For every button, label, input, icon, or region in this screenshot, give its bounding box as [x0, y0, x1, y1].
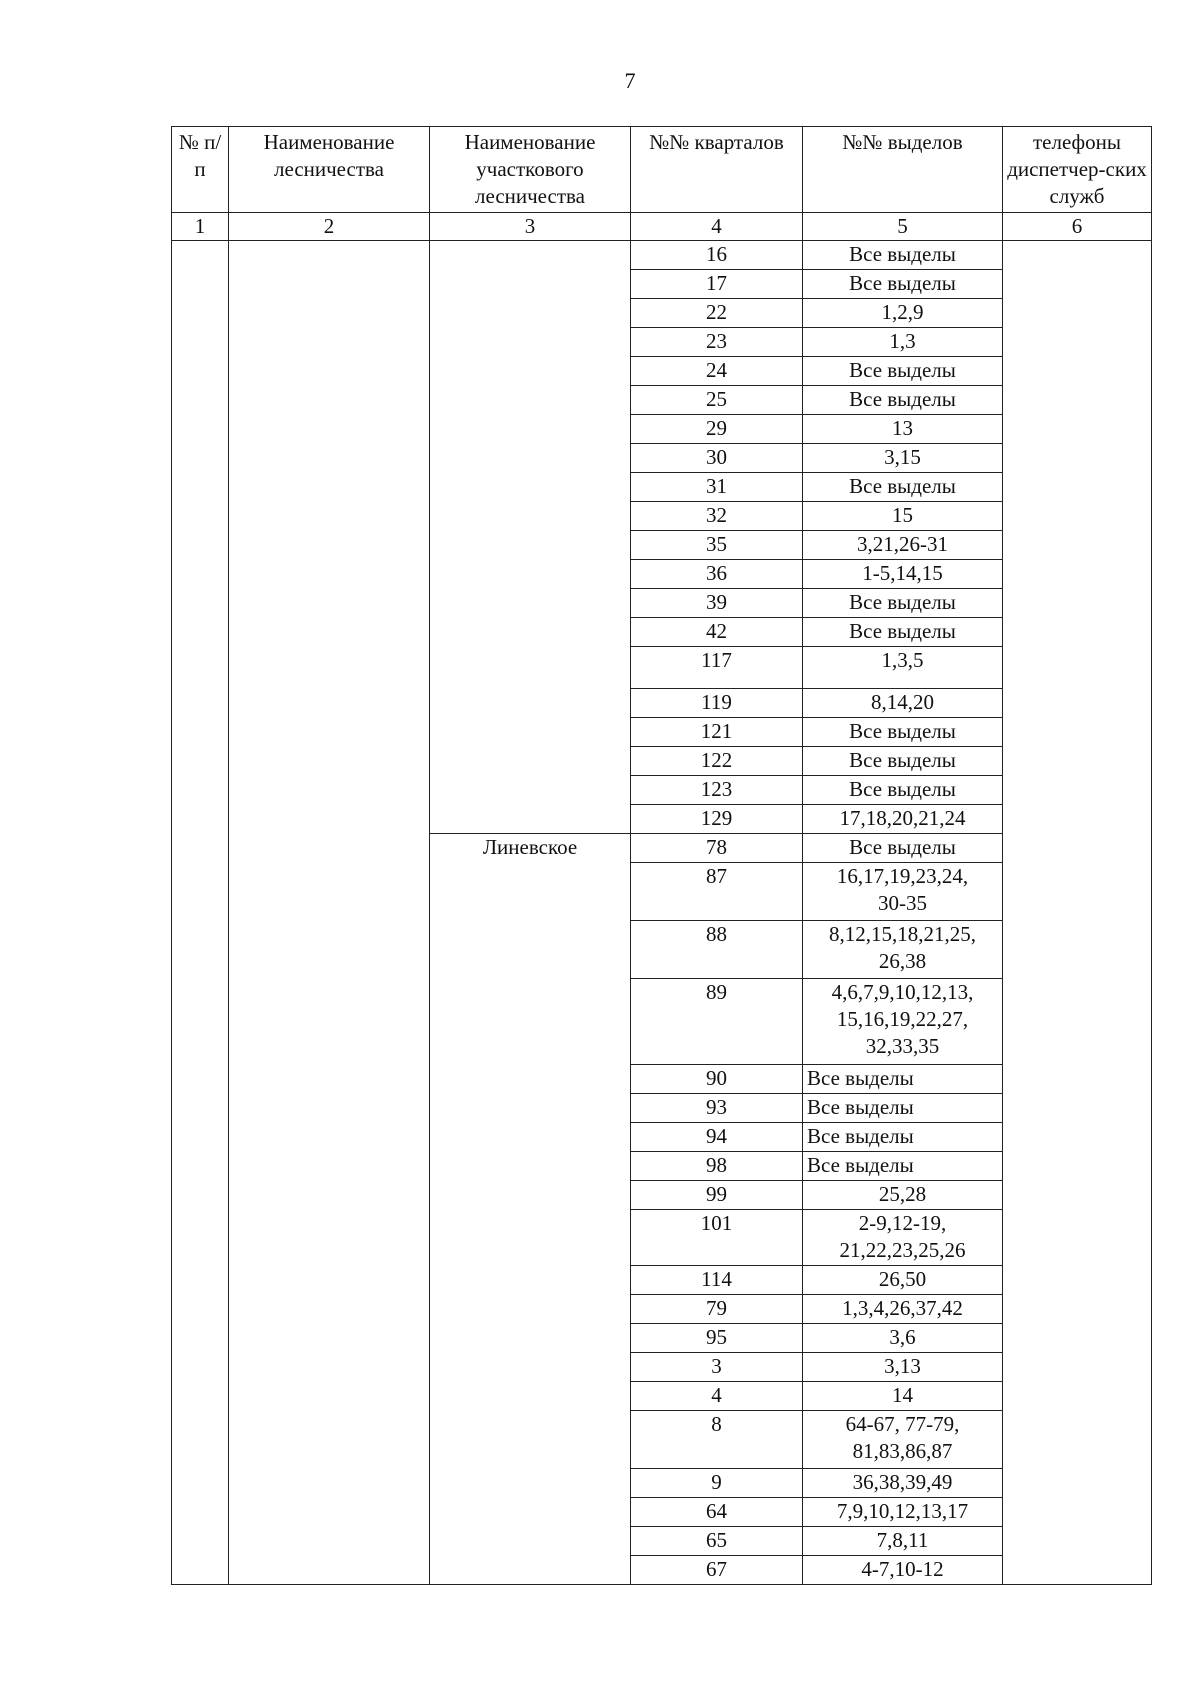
allotment-numbers: Все выделы: [803, 589, 1003, 618]
allotment-numbers: 16,17,19,23,24, 30-35: [803, 863, 1003, 921]
column-number: 3: [430, 213, 631, 241]
quarter-number: 88: [631, 921, 803, 979]
allotment-numbers: 14: [803, 1382, 1003, 1411]
allotment-numbers: 17,18,20,21,24: [803, 805, 1003, 834]
quarter-number: 3: [631, 1353, 803, 1382]
header-cell-allotments: №№ выделов: [803, 127, 1003, 213]
quarter-number: 95: [631, 1324, 803, 1353]
quarter-number: 22: [631, 299, 803, 328]
column-number: 1: [172, 213, 229, 241]
quarter-number: 101: [631, 1210, 803, 1266]
allotment-numbers: 3,13: [803, 1353, 1003, 1382]
column-number-row: [172, 213, 1152, 241]
allotment-numbers: 3,6: [803, 1324, 1003, 1353]
allotment-numbers: Все выделы: [803, 270, 1003, 299]
quarter-number: 30: [631, 444, 803, 473]
allotment-numbers: 36,38,39,49: [803, 1469, 1003, 1498]
allotment-numbers: 8,14,20: [803, 689, 1003, 718]
allotment-numbers: Все выделы: [803, 1123, 1003, 1152]
quarter-number: 78: [631, 834, 803, 863]
quarter-number: 90: [631, 1065, 803, 1094]
cell-number-empty: [172, 241, 229, 1585]
quarter-number: 119: [631, 689, 803, 718]
allotment-numbers: Все выделы: [803, 718, 1003, 747]
quarter-number: 123: [631, 776, 803, 805]
quarter-number: 42: [631, 618, 803, 647]
allotment-numbers: 4,6,7,9,10,12,13, 15,16,19,22,27, 32,33,35: [803, 979, 1003, 1065]
allotment-numbers: 13: [803, 415, 1003, 444]
allotment-numbers: 25,28: [803, 1181, 1003, 1210]
quarter-number: 98: [631, 1152, 803, 1181]
quarter-number: 94: [631, 1123, 803, 1152]
allotment-numbers: Все выделы: [803, 1094, 1003, 1123]
page-number: 7: [624, 68, 636, 93]
quarter-number: 79: [631, 1295, 803, 1324]
header-cell-phones: телефоны диспетчер-ских служб: [1003, 127, 1152, 213]
header-cell-number: № п/п: [172, 127, 229, 213]
cell-phones-empty: [1003, 241, 1152, 1585]
allotment-numbers: 8,12,15,18,21,25, 26,38: [803, 921, 1003, 979]
allotment-numbers: 7,8,11: [803, 1527, 1003, 1556]
column-number: 6: [1003, 213, 1152, 241]
allotment-numbers: Все выделы: [803, 776, 1003, 805]
quarter-number: 114: [631, 1266, 803, 1295]
allotment-numbers: Все выделы: [803, 241, 1003, 270]
table-body: [172, 241, 1152, 1585]
cell-local-forestry-empty: [430, 241, 631, 834]
quarter-number: 24: [631, 357, 803, 386]
quarter-number: 17: [631, 270, 803, 299]
allotment-numbers: 3,21,26-31: [803, 531, 1003, 560]
quarter-number: 4: [631, 1382, 803, 1411]
allotment-numbers: Все выделы: [803, 473, 1003, 502]
allotment-numbers: Все выделы: [803, 747, 1003, 776]
allotment-numbers: 1,3,5: [803, 647, 1003, 689]
quarter-number: 129: [631, 805, 803, 834]
allotment-numbers: 1-5,14,15: [803, 560, 1003, 589]
quarter-number: 64: [631, 1498, 803, 1527]
allotment-numbers: Все выделы: [803, 834, 1003, 863]
quarter-number: 25: [631, 386, 803, 415]
table-row: [172, 241, 1152, 270]
allotment-numbers: 2-9,12-19, 21,22,23,25,26: [803, 1210, 1003, 1266]
allotment-numbers: 3,15: [803, 444, 1003, 473]
quarter-number: 36: [631, 560, 803, 589]
allotment-numbers: 4-7,10-12: [803, 1556, 1003, 1585]
allotment-numbers: Все выделы: [803, 1152, 1003, 1181]
allotment-numbers: Все выделы: [803, 386, 1003, 415]
quarter-number: 29: [631, 415, 803, 444]
allotment-numbers: 7,9,10,12,13,17: [803, 1498, 1003, 1527]
forestry-table: [171, 126, 1152, 1585]
quarter-number: 89: [631, 979, 803, 1065]
header-cell-forestry: Наименование лесничества: [229, 127, 430, 213]
quarter-number: 99: [631, 1181, 803, 1210]
quarter-number: 122: [631, 747, 803, 776]
quarter-number: 65: [631, 1527, 803, 1556]
header-cell-quarters: №№ кварталов: [631, 127, 803, 213]
allotment-numbers: Все выделы: [803, 618, 1003, 647]
allotment-numbers: Все выделы: [803, 1065, 1003, 1094]
quarter-number: 23: [631, 328, 803, 357]
local-forestry-name: Линевское: [430, 834, 631, 1585]
quarter-number: 87: [631, 863, 803, 921]
quarter-number: 16: [631, 241, 803, 270]
quarter-number: 31: [631, 473, 803, 502]
header-row: [172, 127, 1152, 213]
quarter-number: 39: [631, 589, 803, 618]
column-number: 5: [803, 213, 1003, 241]
column-number: 4: [631, 213, 803, 241]
quarter-number: 35: [631, 531, 803, 560]
quarter-number: 8: [631, 1411, 803, 1469]
allotment-numbers: 1,3,4,26,37,42: [803, 1295, 1003, 1324]
allotment-numbers: 26,50: [803, 1266, 1003, 1295]
allotment-numbers: 1,2,9: [803, 299, 1003, 328]
allotment-numbers: 64-67, 77-79, 81,83,86,87: [803, 1411, 1003, 1469]
column-number: 2: [229, 213, 430, 241]
quarter-number: 9: [631, 1469, 803, 1498]
quarter-number: 117: [631, 647, 803, 689]
cell-forestry-empty: [229, 241, 430, 1585]
quarter-number: 93: [631, 1094, 803, 1123]
allotment-numbers: Все выделы: [803, 357, 1003, 386]
allotment-numbers: 1,3: [803, 328, 1003, 357]
allotment-numbers: 15: [803, 502, 1003, 531]
quarter-number: 121: [631, 718, 803, 747]
header-cell-local-forestry: Наименование участкового лесничества: [430, 127, 631, 213]
quarter-number: 32: [631, 502, 803, 531]
quarter-number: 67: [631, 1556, 803, 1585]
